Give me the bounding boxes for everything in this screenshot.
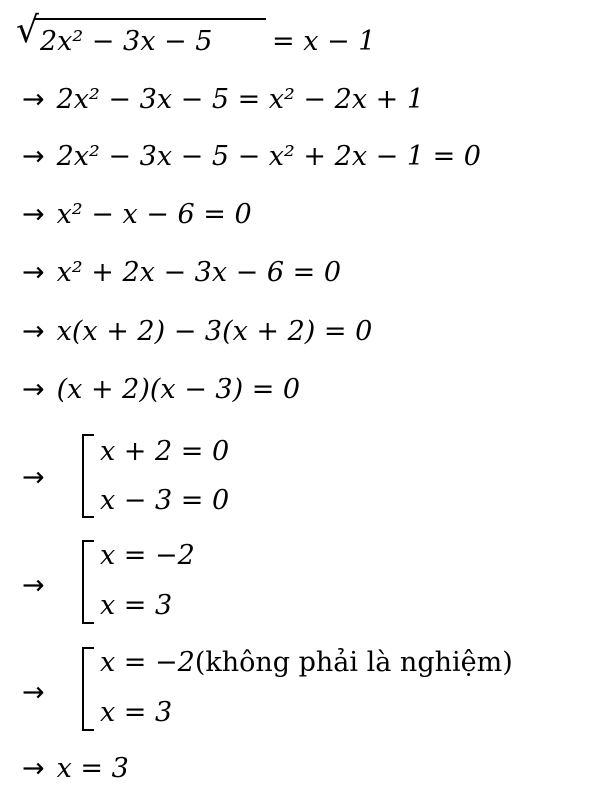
arrow-icon: → <box>22 462 45 493</box>
step-text: x(x + 2) − 3(x + 2) = 0 <box>56 316 373 347</box>
bracket <box>82 647 94 731</box>
arrow-icon: → <box>22 677 45 708</box>
step-line <box>22 376 300 403</box>
step-line <box>22 86 424 113</box>
case-note: (không phải là nghiệm) <box>194 647 513 678</box>
case-system-1 <box>22 432 582 522</box>
step-line <box>22 143 481 170</box>
case-row: x = 3 <box>100 697 173 728</box>
arrow-icon: → <box>22 753 45 784</box>
case-row: x − 3 = 0 <box>100 485 230 516</box>
radicand: 2x² − 3x − 5 <box>40 26 213 57</box>
case-row: x + 2 = 0 <box>100 436 230 467</box>
final-text: x = 3 <box>56 753 129 784</box>
arrow-icon: → <box>22 570 45 601</box>
step-line <box>22 201 252 228</box>
step-text: 2x² − 3x − 5 − x² + 2x − 1 = 0 <box>56 141 481 172</box>
radical-bar <box>34 18 266 20</box>
case-system-2 <box>22 538 582 628</box>
bracket <box>82 540 94 624</box>
radical-sign: √ <box>16 10 39 51</box>
arrow-icon: → <box>22 316 45 347</box>
case-row <box>100 649 513 676</box>
case-math: x = −2 <box>100 647 195 678</box>
equation-rhs: = x − 1 <box>272 26 376 57</box>
step-line <box>22 259 341 286</box>
arrow-icon: → <box>22 257 45 288</box>
case-row: x = 3 <box>100 590 173 621</box>
arrow-icon: → <box>22 199 45 230</box>
arrow-icon: → <box>22 84 45 115</box>
case-row: x = −2 <box>100 540 195 571</box>
step-text: 2x² − 3x − 5 = x² − 2x + 1 <box>56 84 425 115</box>
case-system-3 <box>22 645 582 735</box>
step-line <box>22 318 372 345</box>
arrow-icon: → <box>22 141 45 172</box>
step-text: x² − x − 6 = 0 <box>56 199 252 230</box>
arrow-icon: → <box>22 374 45 405</box>
step-text: x² + 2x − 3x − 6 = 0 <box>56 257 341 288</box>
final-answer <box>22 755 129 782</box>
step-text: (x + 2)(x − 3) = 0 <box>56 374 301 405</box>
bracket <box>82 434 94 518</box>
